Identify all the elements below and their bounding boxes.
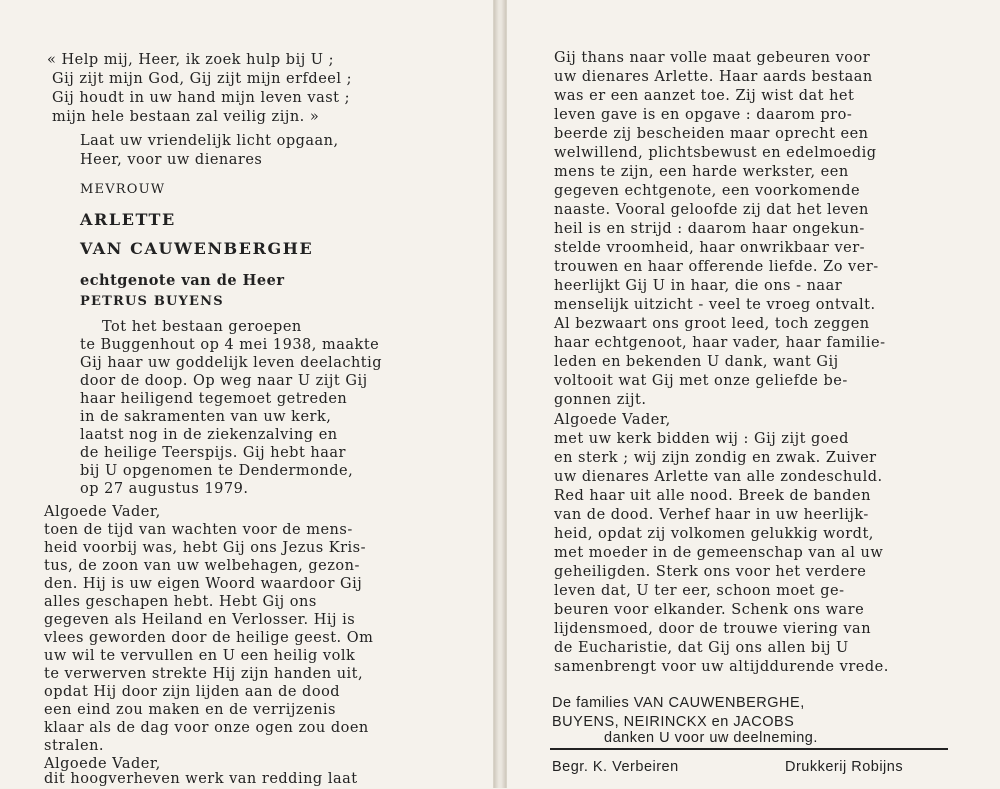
spouse-name: PETRUS BUYENS — [80, 294, 224, 309]
right-line-6: welwillend, plichtsbewust en edelmoedig — [554, 145, 877, 161]
right-line-11: stelde vroomheid, haar onwrikbaar ver- — [554, 240, 866, 256]
deceased-first-name: ARLETTE — [80, 210, 176, 229]
prayer2-line-3: heid voorbij was, hebt Gij ons Jezus Kris- — [44, 540, 367, 556]
thanks-line: danken U voor uw deelneming. — [604, 730, 818, 746]
bio-line-9: bij U opgenomen te Dendermonde, — [80, 463, 354, 479]
prayer-line-4: mijn hele bestaan zal veilig zijn. » — [52, 109, 320, 125]
right-line-13: heerlijkt Gij U in haar, die ons - naar — [554, 278, 843, 294]
right-line-22: en sterk ; wij zijn zondig en zwak. Zuiver — [554, 450, 877, 466]
families-line-1: De families VAN CAUWENBERGHE, — [552, 695, 805, 711]
prayer2-line-13: klaar als de dag voor onze ogen zou doen — [44, 720, 369, 736]
deceased-last-name: VAN CAUWENBERGHE — [80, 239, 314, 258]
right-line-28: geheiligden. Sterk ons voor het verdere — [554, 564, 867, 580]
right-line-32: de Eucharistie, dat Gij ons allen bij U — [554, 640, 849, 656]
prayer2-line-15: Algoede Vader, — [44, 756, 161, 772]
bio-line-6: in de sakramenten van uw kerk, — [80, 409, 332, 425]
undertaker-credit: Begr. K. Verbeiren — [552, 759, 679, 775]
right-line-7: mens te zijn, een harde werkster, een — [554, 164, 849, 180]
prayer2-line-1: Algoede Vader, — [44, 504, 161, 520]
left-page — [0, 0, 494, 788]
bio-line-4: door de doop. Op weg naar U zijt Gij — [80, 373, 368, 389]
prayer2-line-8: vlees geworden door de heilige geest. Om — [44, 630, 374, 646]
prayer2-line-2: toen de tijd van wachten voor de mens- — [44, 522, 353, 538]
right-line-26: heid, opdat zij volkomen gelukkig wordt, — [554, 526, 874, 542]
right-line-9: naaste. Vooral geloofde zij dat het leven — [554, 202, 869, 218]
prayer2-line-5: den. Hij is uw eigen Woord waardoor Gij — [44, 576, 363, 592]
prayer2-line-11: opdat Hij door zijn lijden aan de dood — [44, 684, 341, 700]
prayer2-line-9: uw wil te vervullen en U een heilig volk — [44, 648, 356, 664]
prayer-line-3: Gij houdt in uw hand mijn leven vast ; — [52, 90, 350, 106]
light-line-2: Heer, voor uw dienares — [80, 152, 263, 168]
right-line-3: was er een aanzet toe. Zij wist dat het — [554, 88, 855, 104]
right-line-27: met moeder in de gemeenschap van al uw — [554, 545, 884, 561]
light-line-1: Laat uw vriendelijk licht opgaan, — [80, 133, 339, 149]
footer-rule — [550, 748, 948, 750]
spouse-label: echtgenote van de Heer — [80, 272, 285, 289]
right-line-30: beuren voor elkander. Schenk ons ware — [554, 602, 865, 618]
bio-line-3: Gij haar uw goddelijk leven deelachtig — [80, 355, 383, 371]
right-line-19: gonnen zijt. — [554, 392, 647, 408]
prayer2-line-10: te verwerven strekte Hij zijn handen uit, — [44, 666, 364, 682]
bio-line-5: haar heiligend tegemoet getreden — [80, 391, 348, 407]
right-line-12: trouwen en haar offerende liefde. Zo ver- — [554, 259, 879, 275]
right-line-29: leven dat, U ter eer, schoon moet ge- — [554, 583, 845, 599]
right-line-23: uw dienares Arlette van alle zondeschuld. — [554, 469, 883, 485]
right-line-20: Algoede Vader, — [554, 412, 671, 428]
right-line-18: voltooit wat Gij met onze geliefde be- — [554, 373, 848, 389]
right-line-1: Gij thans naar volle maat gebeuren voor — [554, 50, 871, 66]
prayer-line-1: « Help mij, Heer, ik zoek hulp bij U ; — [47, 52, 335, 68]
page-fold — [494, 0, 506, 788]
right-line-15: Al bezwaart ons groot leed, toch zeggen — [554, 316, 870, 332]
right-line-21: met uw kerk bidden wij : Gij zijt goed — [554, 431, 849, 447]
prayer2-line-14: stralen. — [44, 738, 105, 754]
families-line-2: BUYENS, NEIRINCKX en JACOBS — [552, 714, 795, 730]
right-line-33: samenbrengt voor uw altijddurende vrede. — [554, 659, 889, 675]
right-line-16: haar echtgenoot, haar vader, haar familie- — [554, 335, 886, 351]
right-line-24: Red haar uit alle nood. Breek de banden — [554, 488, 871, 504]
right-line-31: lijdensmoed, door de trouwe viering van — [554, 621, 872, 637]
right-line-14: menselijk uitzicht - veel te vroeg ontvalt. — [554, 297, 876, 313]
printer-credit: Drukkerij Robijns — [785, 759, 904, 775]
right-line-25: van de dood. Verhef haar in uw heerlijk- — [554, 507, 869, 523]
prayer-line-2: Gij zijt mijn God, Gij zijt mijn erfdeel ; — [52, 71, 352, 87]
bio-line-8: de heilige Teerspijs. Gij hebt haar — [80, 445, 346, 461]
prayer2-line-12: een eind zou maken en de verrijzenis — [44, 702, 336, 718]
prayer2-line-6: alles geschapen hebt. Hebt Gij ons — [44, 594, 317, 610]
prayer2-line-4: tus, de zoon van uw welbehagen, gezon- — [44, 558, 360, 574]
prayer2-line-7: gegeven als Heiland en Verlosser. Hij is — [44, 612, 356, 628]
right-line-2: uw dienares Arlette. Haar aards bestaan — [554, 69, 873, 85]
title-mevrouw: MEVROUW — [80, 182, 166, 197]
prayer2-line-16: dit hoogverheven werk van redding laat — [44, 771, 358, 787]
bio-line-1: Tot het bestaan geroepen — [102, 319, 302, 335]
bio-line-10: op 27 augustus 1979. — [80, 481, 249, 497]
right-line-10: heil is en strijd : daarom haar ongekun- — [554, 221, 865, 237]
right-line-5: beerde zij bescheiden maar oprecht een — [554, 126, 869, 142]
right-line-4: leven gave is en opgave : daarom pro- — [554, 107, 853, 123]
bio-line-7: laatst nog in de ziekenzalving en — [80, 427, 338, 443]
right-line-17: leden en bekenden U dank, want Gij — [554, 354, 839, 370]
right-line-8: gegeven echtgenote, een voorkomende — [554, 183, 861, 199]
bio-line-2: te Buggenhout op 4 mei 1938, maakte — [80, 337, 380, 353]
